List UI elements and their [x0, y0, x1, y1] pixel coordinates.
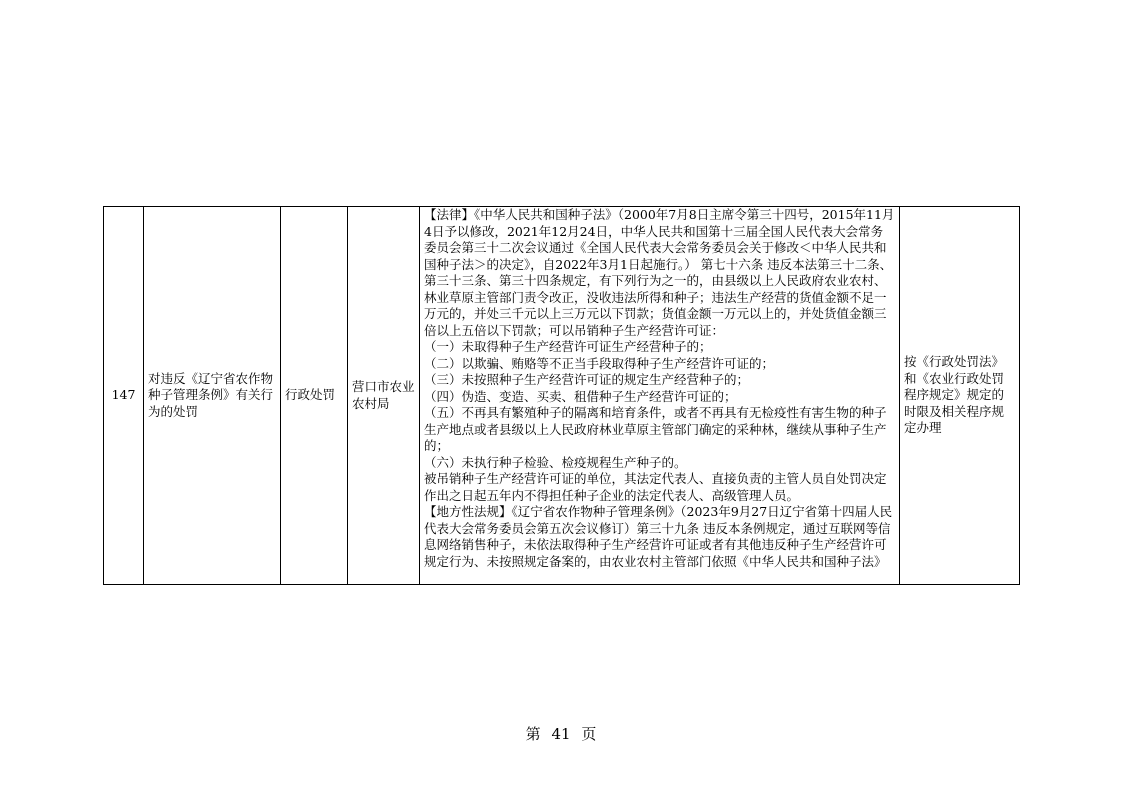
- item-category: 行政处罚: [281, 207, 348, 585]
- law-table: [103, 206, 1020, 585]
- page-footer: [0, 723, 1122, 744]
- basis-paragraph: （五）不再具有繁殖种子的隔离和培育条件，或者不再具有无检疫性有害生物的种子生产地点或者县级以上人民政府林业草原主管部门确定的采种林，继续从事种子生产的；: [424, 405, 887, 453]
- legal-basis-cell: [420, 207, 900, 585]
- basis-paragraph: （四）伪造、变造、买卖、租借种子生产经营许可证的；: [424, 388, 737, 404]
- page-prefix: 第: [525, 725, 541, 743]
- basis-paragraph: （三）未按照种子生产经营许可证的规定生产经营种子的；: [424, 372, 750, 387]
- basis-paragraph: 【地方性法规】《辽宁省农作物种子管理条例》（2023年9月27日辽宁省第十四届人民代表大会常务委员会第五次会议修订）第三十九条 违反本条例规定，通过互联网等信息网络销售种子，未依法取得种子生产经营许可证或者有其他违反种子生产经营许可规定行为、未按照规定备案的，由农业农村主管部门依照《中华人民共和国种子法》: [424, 504, 893, 569]
- item-department: 营口市农业农村局: [348, 207, 420, 585]
- item-number: 147: [104, 207, 144, 585]
- page-number: 41: [551, 725, 571, 743]
- basis-paragraph: （六）未执行种子检验、检疫规程生产种子的。: [424, 454, 687, 470]
- legal-basis-text: [424, 207, 895, 584]
- table-row: [104, 207, 1020, 585]
- basis-paragraph: 【法律】《中华人民共和国种子法》（2000年7月8日主席令第三十四号，2015年11月4日予以修改，2021年12月24日，中华人民共和国第十三届全国人民代表大会常务委员会第三十二次会议通过《全国人民代表大会常务委员会关于修改＜中华人民共和国种子法＞的决定》，自2022年3月1日起施行。） 第七十六条 违反本法第三十二条、第三十三条、第三十四条规定，有下列行为之一的，由县级以上人民政府农业农村、林业草原主管部门责令改正，没收违法所得和种子；违法生产经营的货值金额不足一万元的，并处三千元以上三万元以下罚款；货值金额一万元以上的，并处货值金额三倍以上五倍以下罚款；可以吊销种子生产经营许可证：: [424, 207, 895, 338]
- basis-paragraph: （一）未取得种子生产经营许可证生产经营种子的；: [424, 339, 712, 354]
- procedure-note: 按《行政处罚法》和《农业行政处罚程序规定》规定的时限及相关程序规定办理: [900, 207, 1020, 585]
- basis-paragraph: （二）以欺骗、贿赂等不正当手段取得种子生产经营许可证的；: [424, 355, 775, 371]
- basis-paragraph: 被吊销种子生产经营许可证的单位，其法定代表人、直接负责的主管人员自处罚决定作出之日起五年内不得担任种子企业的法定代表人、高级管理人员。: [424, 471, 887, 503]
- page-suffix: 页: [581, 725, 597, 743]
- item-name: 对违反《辽宁省农作物种子管理条例》有关行为的处罚: [144, 207, 281, 585]
